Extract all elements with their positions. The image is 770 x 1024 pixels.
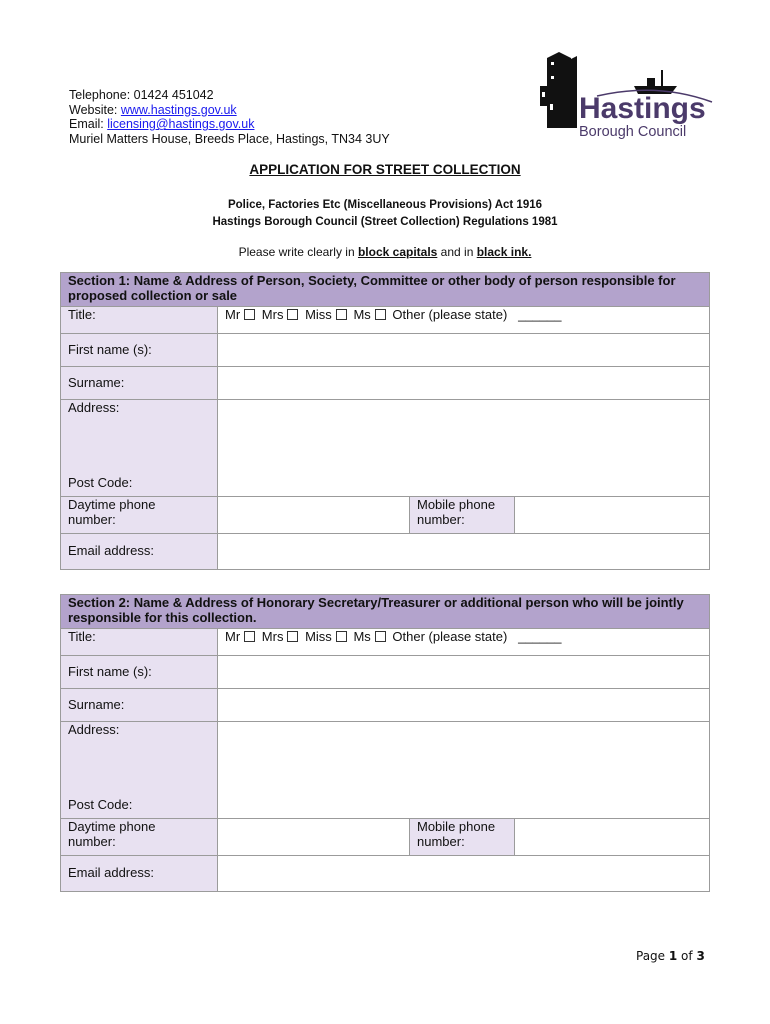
opt-miss-label: Miss: [305, 629, 332, 644]
daytime-phone-label-1: Daytime phone: [68, 819, 156, 834]
mobile-phone-label-2: number:: [417, 512, 465, 527]
opt-ms-label: Ms: [353, 307, 371, 322]
checkbox-miss[interactable]: [287, 309, 298, 320]
opt-other-label: Other (please state): [392, 629, 508, 644]
title-label: Title:: [61, 629, 218, 656]
instr-ink: black ink.: [476, 245, 532, 259]
opt-mr-label: Mr: [225, 629, 241, 644]
address-label: Address:: [68, 400, 120, 415]
form-title: APPLICATION FOR STREET COLLECTION: [249, 162, 521, 177]
mobile-phone-label: [410, 497, 515, 534]
post-code-label: Post Code:: [68, 797, 133, 812]
checkbox-miss[interactable]: [287, 631, 298, 642]
daytime-phone-field[interactable]: [218, 819, 410, 856]
daytime-phone-label: [61, 497, 218, 534]
other-blank[interactable]: ______: [518, 307, 562, 322]
checkbox-other[interactable]: [375, 631, 386, 642]
email-line: [69, 117, 390, 132]
email-label: Email address:: [61, 856, 218, 892]
instr-pre: Please write clearly in: [238, 245, 358, 259]
website-line: [69, 103, 390, 118]
address-label-cell: [61, 400, 218, 497]
checkbox-other[interactable]: [375, 309, 386, 320]
page-current: 1: [668, 949, 678, 963]
surname-label: Surname:: [61, 689, 218, 722]
opt-mrs-label: Mrs: [261, 307, 284, 322]
email-field[interactable]: [218, 856, 710, 892]
mobile-phone-field[interactable]: [515, 819, 710, 856]
checkbox-mr[interactable]: [244, 309, 255, 320]
daytime-phone-label-2: number:: [68, 512, 116, 527]
page-number: [636, 949, 705, 963]
daytime-phone-label-1: Daytime phone: [68, 497, 156, 512]
opt-mr-label: Mr: [225, 307, 241, 322]
daytime-phone-field[interactable]: [218, 497, 410, 534]
checkbox-ms[interactable]: [336, 309, 347, 320]
mobile-phone-label-1: Mobile phone: [417, 819, 496, 834]
post-code-label: Post Code:: [68, 475, 133, 490]
section-1-heading: Section 1: Name & Address of Person, Society, Committee or other body of person responsible for proposed collection or sale: [61, 273, 710, 307]
email-label: Email:: [69, 117, 108, 132]
mobile-phone-label-1: Mobile phone: [417, 497, 496, 512]
address-label: Address:: [68, 722, 120, 737]
hastings-borough-council-logo: [537, 52, 715, 142]
other-blank[interactable]: ______: [518, 629, 562, 644]
section-2-table: [60, 594, 710, 892]
logo-sub: Borough Council: [579, 124, 687, 140]
surname-field[interactable]: [218, 689, 710, 722]
legislation-heading: [0, 197, 770, 231]
surname-label: Surname:: [61, 367, 218, 400]
instr-caps: block capitals: [357, 245, 438, 259]
page-word: Page: [636, 949, 669, 963]
mobile-phone-label: [410, 819, 515, 856]
website-label: Website:: [69, 102, 121, 117]
opt-ms-label: Ms: [353, 629, 371, 644]
address-label-cell: [61, 722, 218, 819]
checkbox-ms[interactable]: [336, 631, 347, 642]
mobile-phone-field[interactable]: [515, 497, 710, 534]
section-1-table: [60, 272, 710, 570]
daytime-phone-label: [61, 819, 218, 856]
checkbox-mr[interactable]: [244, 631, 255, 642]
title-options: [218, 307, 710, 334]
title-options: [218, 629, 710, 656]
instr-mid: and in: [437, 245, 477, 259]
logo-name: Hastings: [579, 92, 706, 125]
act-line-1: Police, Factories Etc (Miscellaneous Provisions) Act 1916: [227, 199, 543, 211]
address-field[interactable]: [218, 722, 710, 819]
surname-field[interactable]: [218, 367, 710, 400]
page-total: 3: [696, 949, 705, 963]
title-label: Title:: [61, 307, 218, 334]
daytime-phone-label-2: number:: [68, 834, 116, 849]
opt-other-label: Other (please state): [392, 307, 508, 322]
email-link[interactable]: licensing@hastings.gov.uk: [107, 117, 255, 132]
email-label: Email address:: [61, 534, 218, 570]
first-name-field[interactable]: [218, 334, 710, 367]
mobile-phone-label-2: number:: [417, 834, 465, 849]
section-2-heading: Section 2: Name & Address of Honorary Secretary/Treasurer or additional person who will be jointly responsible for this collection.: [61, 595, 710, 629]
act-line-2: Hastings Borough Council (Street Collection) Regulations 1981: [212, 216, 558, 228]
contact-block: [69, 88, 390, 146]
first-name-field[interactable]: [218, 656, 710, 689]
of-word: of: [677, 949, 697, 963]
website-link[interactable]: www.hastings.gov.uk: [120, 102, 237, 117]
first-name-label: First name (s):: [61, 656, 218, 689]
address-field[interactable]: [218, 400, 710, 497]
first-name-label: First name (s):: [61, 334, 218, 367]
address: Muriel Matters House, Breeds Place, Hastings, TN34 3UY: [69, 131, 390, 146]
opt-mrs-label: Mrs: [261, 629, 284, 644]
email-field[interactable]: [218, 534, 710, 570]
telephone: Telephone: 01424 451042: [69, 88, 214, 102]
instructions: [0, 245, 770, 259]
opt-miss-label: Miss: [305, 307, 332, 322]
